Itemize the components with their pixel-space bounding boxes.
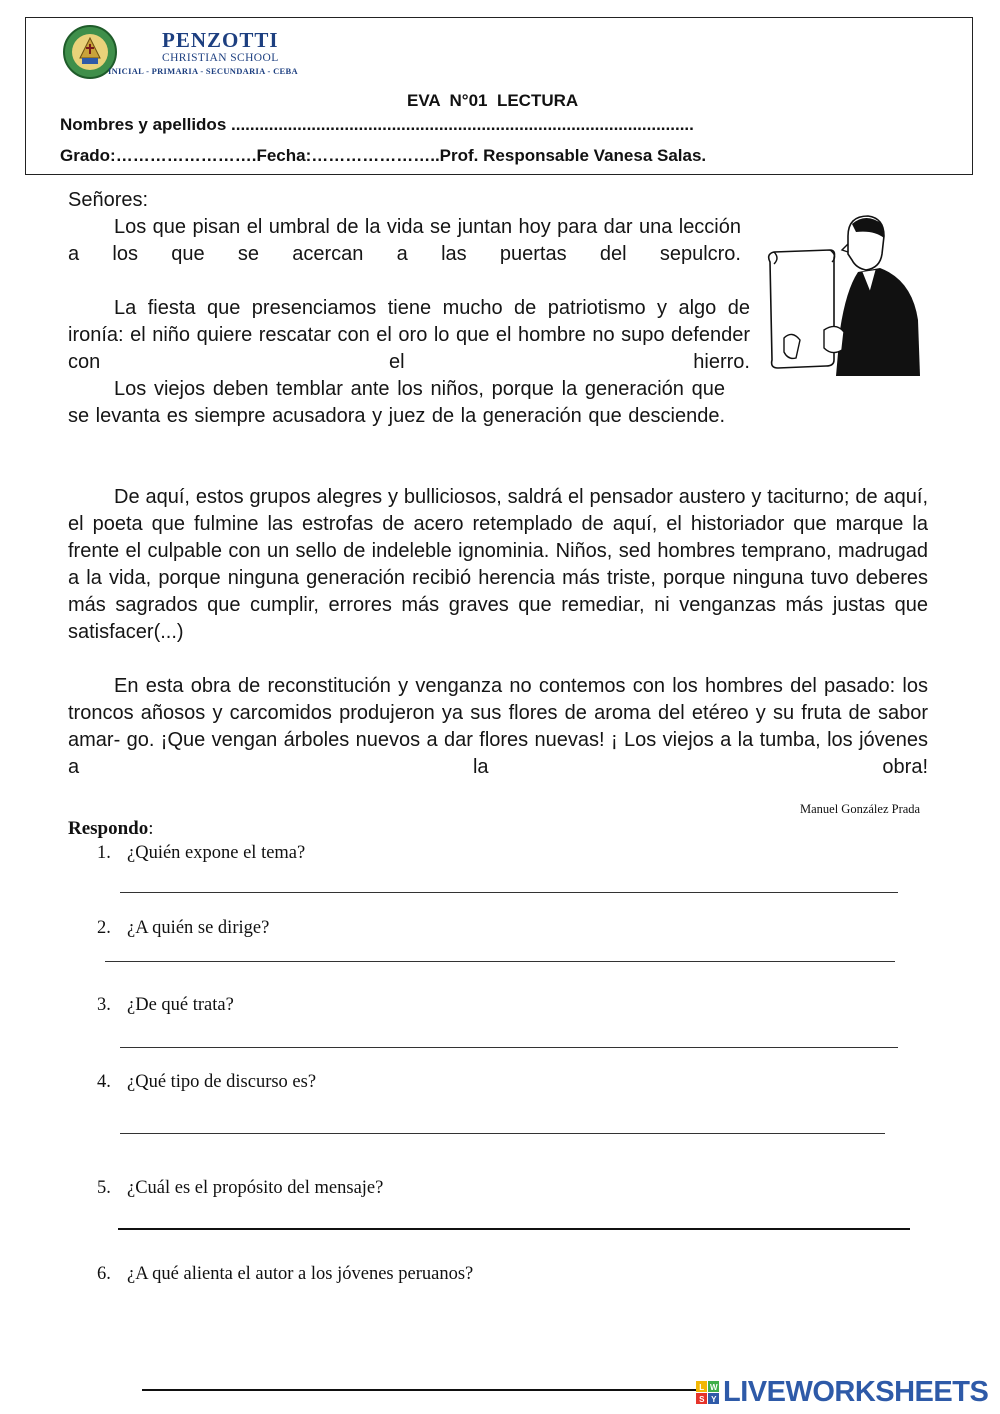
school-subtitle: CHRISTIAN SCHOOL [162,52,279,64]
answer-line-6[interactable] [142,1389,702,1391]
names-field[interactable]: Nombres y apellidos .................................................................................................. [60,115,694,134]
paragraph-1: Los que pisan el umbral de la vida se juntan hoy para dar una lección a los que se acercan a las puertas del sepulcro. [68,216,741,265]
paragraph-2: La fiesta que presenciamos tiene mucho de patriotismo y algo de ironía: el niño quiere rescatar con el oro lo que el hombre no supo defender con el hierro. [68,297,750,373]
svg-text:W: W [709,1382,718,1392]
school-levels: INICIAL - PRIMARIA - SECUNDARIA - CEBA [108,66,298,76]
document-title: EVA N°01 LECTURA [407,91,579,110]
question-2: 2. ¿A quién se dirige? [97,918,270,938]
liveworksheets-wordmark: LIVEWORKSHEETS [723,1376,989,1408]
svg-text:Y: Y [711,1394,716,1404]
school-name: PENZOTTI [162,28,279,52]
answer-line-1[interactable] [120,892,898,893]
questions-heading: Respondo: [68,818,154,839]
salutation: Señores: [68,189,149,211]
question-1: 1. ¿Quién expone el tema? [97,843,306,863]
paragraph-4: De aquí, estos grupos alegres y bulliciosos, saldrá el pensador austero y taciturno; de aquí, el poeta que fulmine las estrofas de acero retemplado de aquí, el historiador que marque la frente el culpable con un sello de indeleble ignominia. Niños, sed hombres temprano, madrugad a la vida, porque ninguna generación recibió herencia más triste, porque ninguna tuvo deberes más sagrados que cumplir, errores más graves que remediar, ni venganzas más justas que satisfacer(...) [68,486,928,643]
grade-date-field[interactable]: Grado:…………………….Fecha:…………………..Prof. Responsable Vanesa Salas. [60,146,707,165]
author-name: Manuel González Prada [800,802,921,816]
liveworksheets-logo[interactable] [696,1376,988,1409]
paragraph-3: Los viejos deben temblar ante los niños, porque la generación que se levanta es siempre acusadora y juez de la generación que desciende. [68,378,725,427]
man-reading-scroll-illustration [762,210,922,378]
question-5: 5. ¿Cuál es el propósito del mensaje? [97,1178,384,1198]
answer-line-5[interactable] [118,1228,910,1230]
svg-text:L: L [699,1382,704,1392]
liveworksheets-badge-icon [696,1381,720,1405]
question-3: 3. ¿De qué trata? [97,995,234,1015]
answer-line-2[interactable] [105,961,895,962]
paragraph-5: En esta obra de reconstitución y venganza no contemos con los hombres del pasado: los troncos añosos y carcomidos produjeron ya sus flores de aroma del etéreo y su fruta de sabor amar- go. ¡Que vengan árboles nuevos a dar flores nuevas! ¡ Los viejos a la tumba, los jóvenes a la obra! [68,675,928,778]
answer-line-3[interactable] [120,1047,898,1048]
answer-line-4[interactable] [120,1133,885,1134]
question-4: 4. ¿Qué tipo de discurso es? [97,1072,317,1092]
question-6: 6. ¿A qué alienta el autor a los jóvenes peruanos? [97,1264,474,1284]
svg-text:S: S [699,1394,704,1404]
